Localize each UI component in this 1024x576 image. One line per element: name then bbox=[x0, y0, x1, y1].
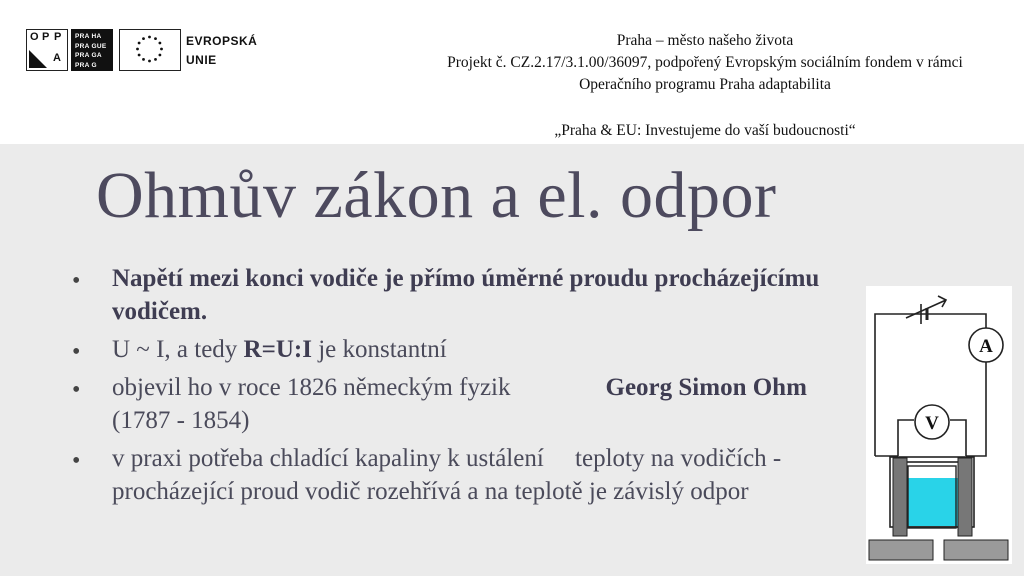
bullet-dot-icon: • bbox=[72, 339, 81, 365]
ammeter-label: A bbox=[979, 336, 993, 357]
bullet-dot-icon: • bbox=[72, 268, 81, 294]
eu-flag-logo bbox=[119, 29, 181, 71]
bullet-text: (1787 - 1854) bbox=[112, 407, 250, 434]
header-banner bbox=[0, 0, 1024, 144]
opp-letter: P bbox=[42, 31, 50, 43]
voltmeter-label: V bbox=[925, 413, 939, 434]
electrode-left bbox=[893, 458, 907, 536]
scientist-name: Georg Simon Ohm bbox=[605, 374, 807, 401]
bullet-text: v praxi potřeba chladící kapaliny k ustálení teploty na vodičích - procházející proud vodič rozehřívá a na teplotě je závislý odpor bbox=[112, 445, 788, 505]
cooling-liquid bbox=[906, 478, 958, 526]
opp-letter: P bbox=[54, 31, 62, 43]
eu-label-line: UNIE bbox=[186, 53, 217, 67]
electrode-right bbox=[958, 458, 972, 536]
bullet-list bbox=[72, 262, 832, 513]
bullet-text: objevil ho v roce 1826 německým fyzik bbox=[112, 374, 511, 401]
bullet-item bbox=[72, 333, 832, 366]
bullet-item bbox=[72, 442, 832, 508]
eu-label bbox=[186, 32, 257, 70]
bullet-dot-icon: • bbox=[72, 377, 81, 403]
praha-logo-line: PRA HA bbox=[75, 33, 102, 40]
opp-logo bbox=[26, 29, 68, 71]
bullet-text: Napětí mezi konci vodiče je přímo úměrné proudu procházejícímu vodičem. bbox=[112, 265, 820, 325]
opp-letter: A bbox=[53, 52, 61, 64]
praha-logo bbox=[71, 29, 113, 71]
slogan: „Praha & EU: Investujeme do vaší budoucnosti“ bbox=[554, 122, 856, 139]
bullet-text: U ~ I, a tedy bbox=[112, 336, 244, 363]
base-block-right bbox=[944, 540, 1008, 560]
eu-stars-icon bbox=[120, 30, 179, 69]
eu-label-line: EVROPSKÁ bbox=[186, 34, 258, 48]
base-block-left bbox=[869, 540, 933, 560]
praha-logo-line: PRA GUE bbox=[75, 42, 107, 50]
bullet-item bbox=[72, 371, 832, 437]
bullet-text: je konstantní bbox=[311, 336, 447, 363]
opp-triangle bbox=[29, 50, 47, 68]
slide-title: Ohmův zákon a el. odpor bbox=[96, 159, 777, 232]
formula: R=U:I bbox=[243, 336, 312, 363]
voltmeter-wire bbox=[898, 420, 914, 456]
project-line: Operačního programu Praha adaptabilita bbox=[579, 76, 831, 93]
voltmeter-wire bbox=[950, 420, 966, 456]
project-line: Praha – město našeho života bbox=[616, 32, 794, 49]
project-line: Projekt č. CZ.2.17/3.1.00/36097, podpořený Evropským sociálním fondem v rámci bbox=[447, 54, 963, 71]
project-info bbox=[360, 30, 1024, 96]
circuit-wire bbox=[966, 362, 986, 456]
praha-logo-line: PRA GA bbox=[75, 52, 102, 59]
bullet-dot-icon: • bbox=[72, 448, 81, 474]
ohm-circuit-svg bbox=[866, 286, 1012, 564]
opp-letter: O bbox=[30, 31, 39, 43]
bullet-item bbox=[72, 262, 832, 328]
praha-logo-line: PRA G bbox=[75, 61, 97, 69]
circuit-diagram bbox=[866, 286, 1012, 564]
